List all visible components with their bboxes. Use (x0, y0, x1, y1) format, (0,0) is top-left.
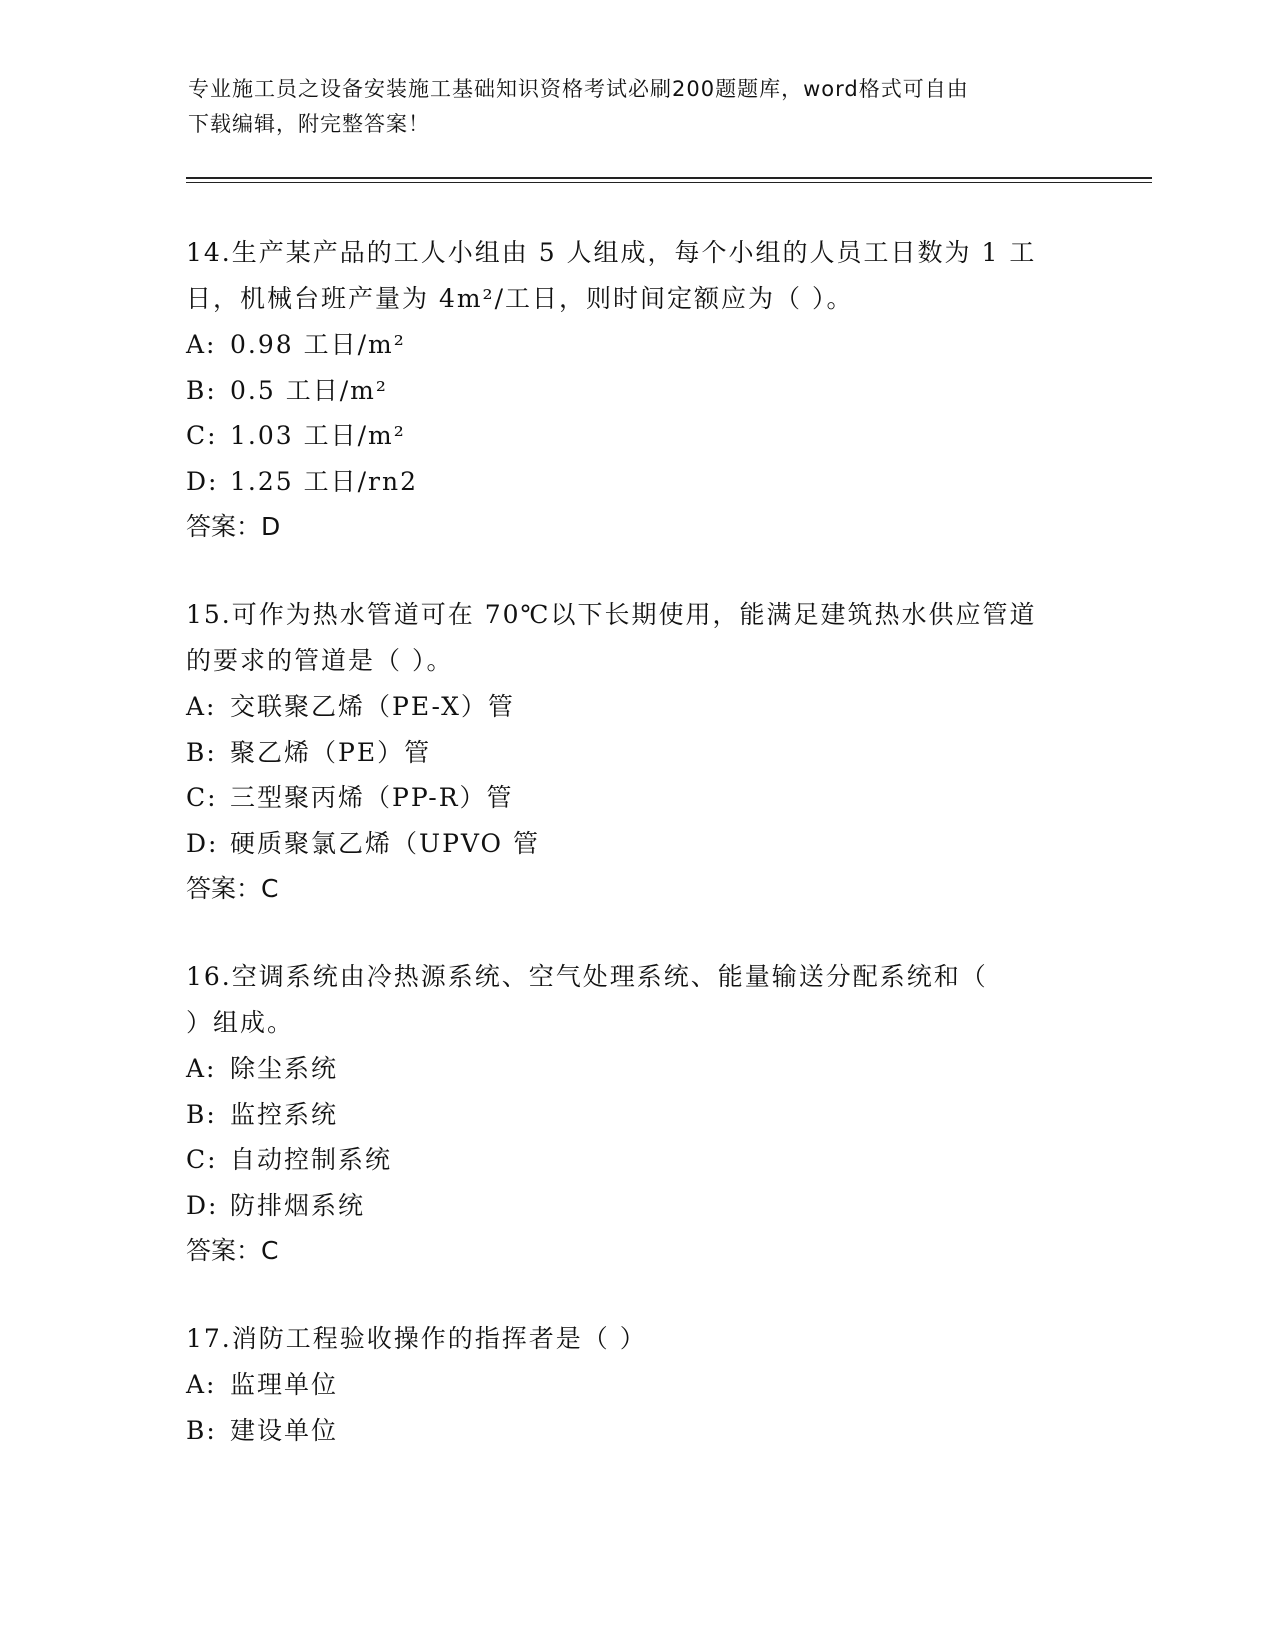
option-letter: C: (186, 421, 218, 450)
option-text: 硬质聚氯乙烯（UPVO 管 (230, 828, 540, 858)
option-text: 三型聚丙烯（PP-R）管 (230, 783, 514, 812)
answer-label: 答案：D (186, 512, 281, 541)
question-stem: 15.可作为热水管道可在 70℃以下长期使用，能满足建筑热水供应管道 (186, 600, 1037, 629)
option-letter: C: (186, 783, 218, 812)
header-rule-thick (186, 177, 1152, 179)
question-stem: 16.空调系统由冷热源系统、空气处理系统、能量输送分配系统和（ (186, 962, 988, 991)
option-letter: D: (186, 828, 219, 858)
option-a (186, 1362, 1086, 1408)
question-16 (186, 954, 1086, 1274)
question-list (186, 230, 1086, 1495)
header-rule-thin (186, 182, 1152, 183)
option-text: 1.03 工日/m² (230, 421, 406, 450)
option-a (186, 322, 1086, 368)
option-text: 监控系统 (230, 1099, 339, 1129)
option-letter: A: (186, 1370, 217, 1399)
option-letter: A: (186, 330, 217, 359)
option-letter: B: (186, 375, 217, 405)
option-letter: A: (186, 692, 217, 721)
option-letter: B: (186, 737, 217, 767)
option-b (186, 368, 1086, 414)
option-b (186, 1408, 1086, 1454)
option-b (186, 1092, 1086, 1138)
question-stem: 14.生产某产品的工人小组由 5 人组成，每个小组的人员工日数为 1 工 (186, 238, 1037, 267)
option-d (186, 821, 1086, 867)
question-15 (186, 592, 1086, 912)
option-text: 防排烟系统 (230, 1190, 366, 1220)
option-c (186, 1137, 1086, 1183)
question-stem: 的要求的管道是（ ）。 (186, 646, 454, 675)
option-text: 建设单位 (230, 1415, 339, 1445)
option-text: 0.5 工日/m² (230, 375, 388, 405)
option-c (186, 775, 1086, 821)
document-header (188, 72, 1068, 142)
option-text: 自动控制系统 (230, 1145, 393, 1174)
option-c (186, 413, 1086, 459)
option-text: 监理单位 (230, 1370, 339, 1399)
question-stem: 17.消防工程验收操作的指挥者是（ ） (186, 1324, 647, 1353)
header-line-1: 专业施工员之设备安装施工基础知识资格考试必刷200题题库，word格式可自由 (188, 77, 969, 101)
option-letter: D: (186, 466, 219, 496)
answer-label: 答案：C (186, 874, 279, 903)
option-b (186, 730, 1086, 776)
question-14 (186, 230, 1086, 550)
option-d (186, 1183, 1086, 1229)
option-d (186, 459, 1086, 505)
option-text: 交联聚乙烯（PE-X）管 (230, 692, 515, 721)
option-text: 1.25 工日/rn2 (230, 466, 418, 496)
option-text: 除尘系统 (230, 1054, 339, 1083)
answer-label: 答案：C (186, 1236, 279, 1265)
header-line-2: 下载编辑，附完整答案！ (188, 112, 430, 136)
option-letter: A: (186, 1054, 217, 1083)
option-letter: B: (186, 1415, 217, 1445)
option-text: 0.98 工日/m² (230, 330, 406, 359)
option-text: 聚乙烯（PE）管 (230, 737, 432, 767)
option-letter: D: (186, 1190, 219, 1220)
question-stem: 日，机械台班产量为 4m²/工日，则时间定额应为（ ）。 (186, 284, 854, 313)
question-stem: ）组成。 (186, 1008, 295, 1037)
option-letter: B: (186, 1099, 217, 1129)
option-a (186, 684, 1086, 730)
option-a (186, 1046, 1086, 1092)
option-letter: C: (186, 1145, 218, 1174)
question-17 (186, 1316, 1086, 1453)
